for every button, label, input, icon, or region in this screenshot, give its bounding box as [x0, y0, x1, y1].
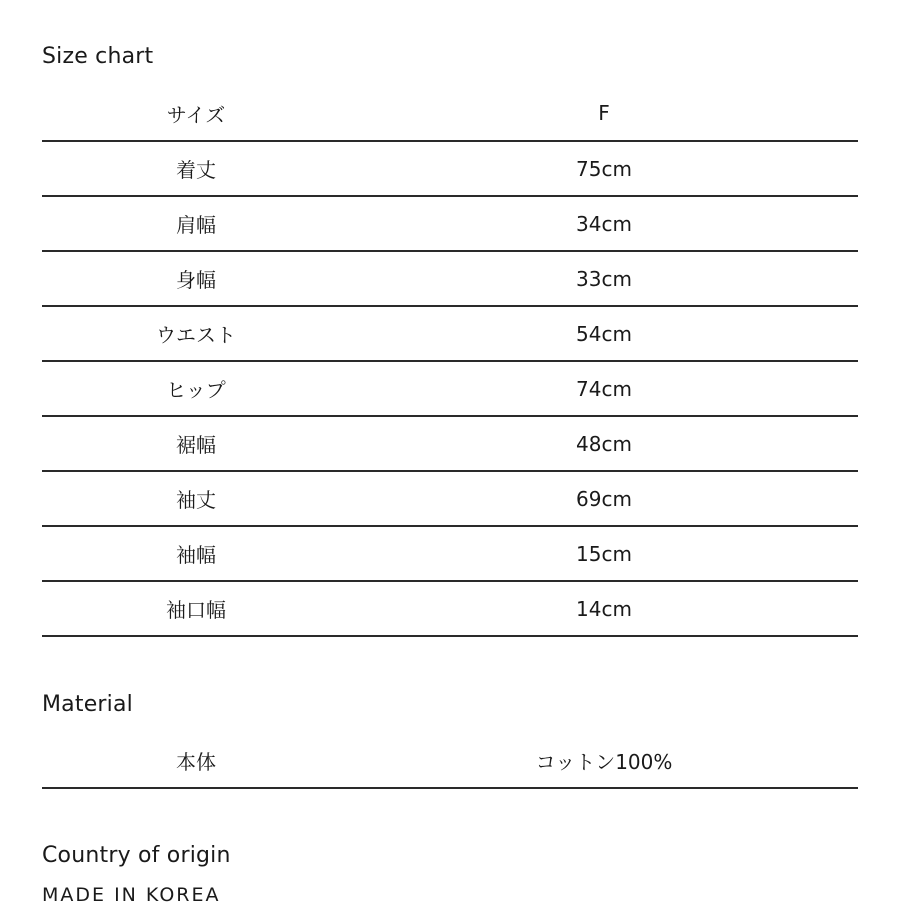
country-of-origin-value: MADE IN KOREA — [42, 884, 221, 906]
measurement-label: 袖丈 — [176, 488, 216, 512]
measurement-value: 14cm — [576, 596, 632, 621]
size-header-value: F — [598, 101, 610, 125]
measurement-value: 69cm — [576, 486, 632, 511]
table-row — [42, 582, 858, 637]
measurement-label: 袖幅 — [176, 543, 216, 567]
material-title: Material — [42, 692, 133, 717]
material-part-label: 本体 — [176, 750, 216, 774]
table-row — [42, 142, 858, 197]
measurement-label: 袖口幅 — [166, 598, 226, 622]
measurement-label: 肩幅 — [176, 213, 216, 237]
measurement-label: ヒップ — [166, 378, 226, 402]
table-row — [42, 734, 858, 789]
size-header-label: サイズ — [166, 102, 226, 127]
table-row — [42, 197, 858, 252]
measurement-value: 15cm — [576, 541, 632, 566]
table-row — [42, 362, 858, 417]
measurement-value: 33cm — [576, 266, 632, 291]
measurement-value: 74cm — [576, 376, 632, 401]
size-chart-header-row — [42, 86, 858, 142]
material-composition-value: コットン100% — [535, 750, 673, 774]
table-row — [42, 417, 858, 472]
size-chart-table — [42, 86, 858, 637]
measurement-label: 裾幅 — [176, 433, 216, 457]
measurement-label: 身幅 — [176, 268, 216, 292]
measurement-value: 34cm — [576, 211, 632, 236]
table-row — [42, 472, 858, 527]
measurement-value: 48cm — [576, 431, 632, 456]
country-of-origin-title: Country of origin — [42, 843, 231, 868]
table-row — [42, 527, 858, 582]
material-table — [42, 734, 858, 789]
measurement-value: 75cm — [576, 156, 632, 181]
table-row — [42, 307, 858, 362]
size-chart-title: Size chart — [42, 44, 154, 69]
measurement-value: 54cm — [576, 321, 632, 346]
measurement-label: ウエスト — [156, 323, 236, 347]
table-row — [42, 252, 858, 307]
measurement-label: 着丈 — [176, 158, 216, 182]
